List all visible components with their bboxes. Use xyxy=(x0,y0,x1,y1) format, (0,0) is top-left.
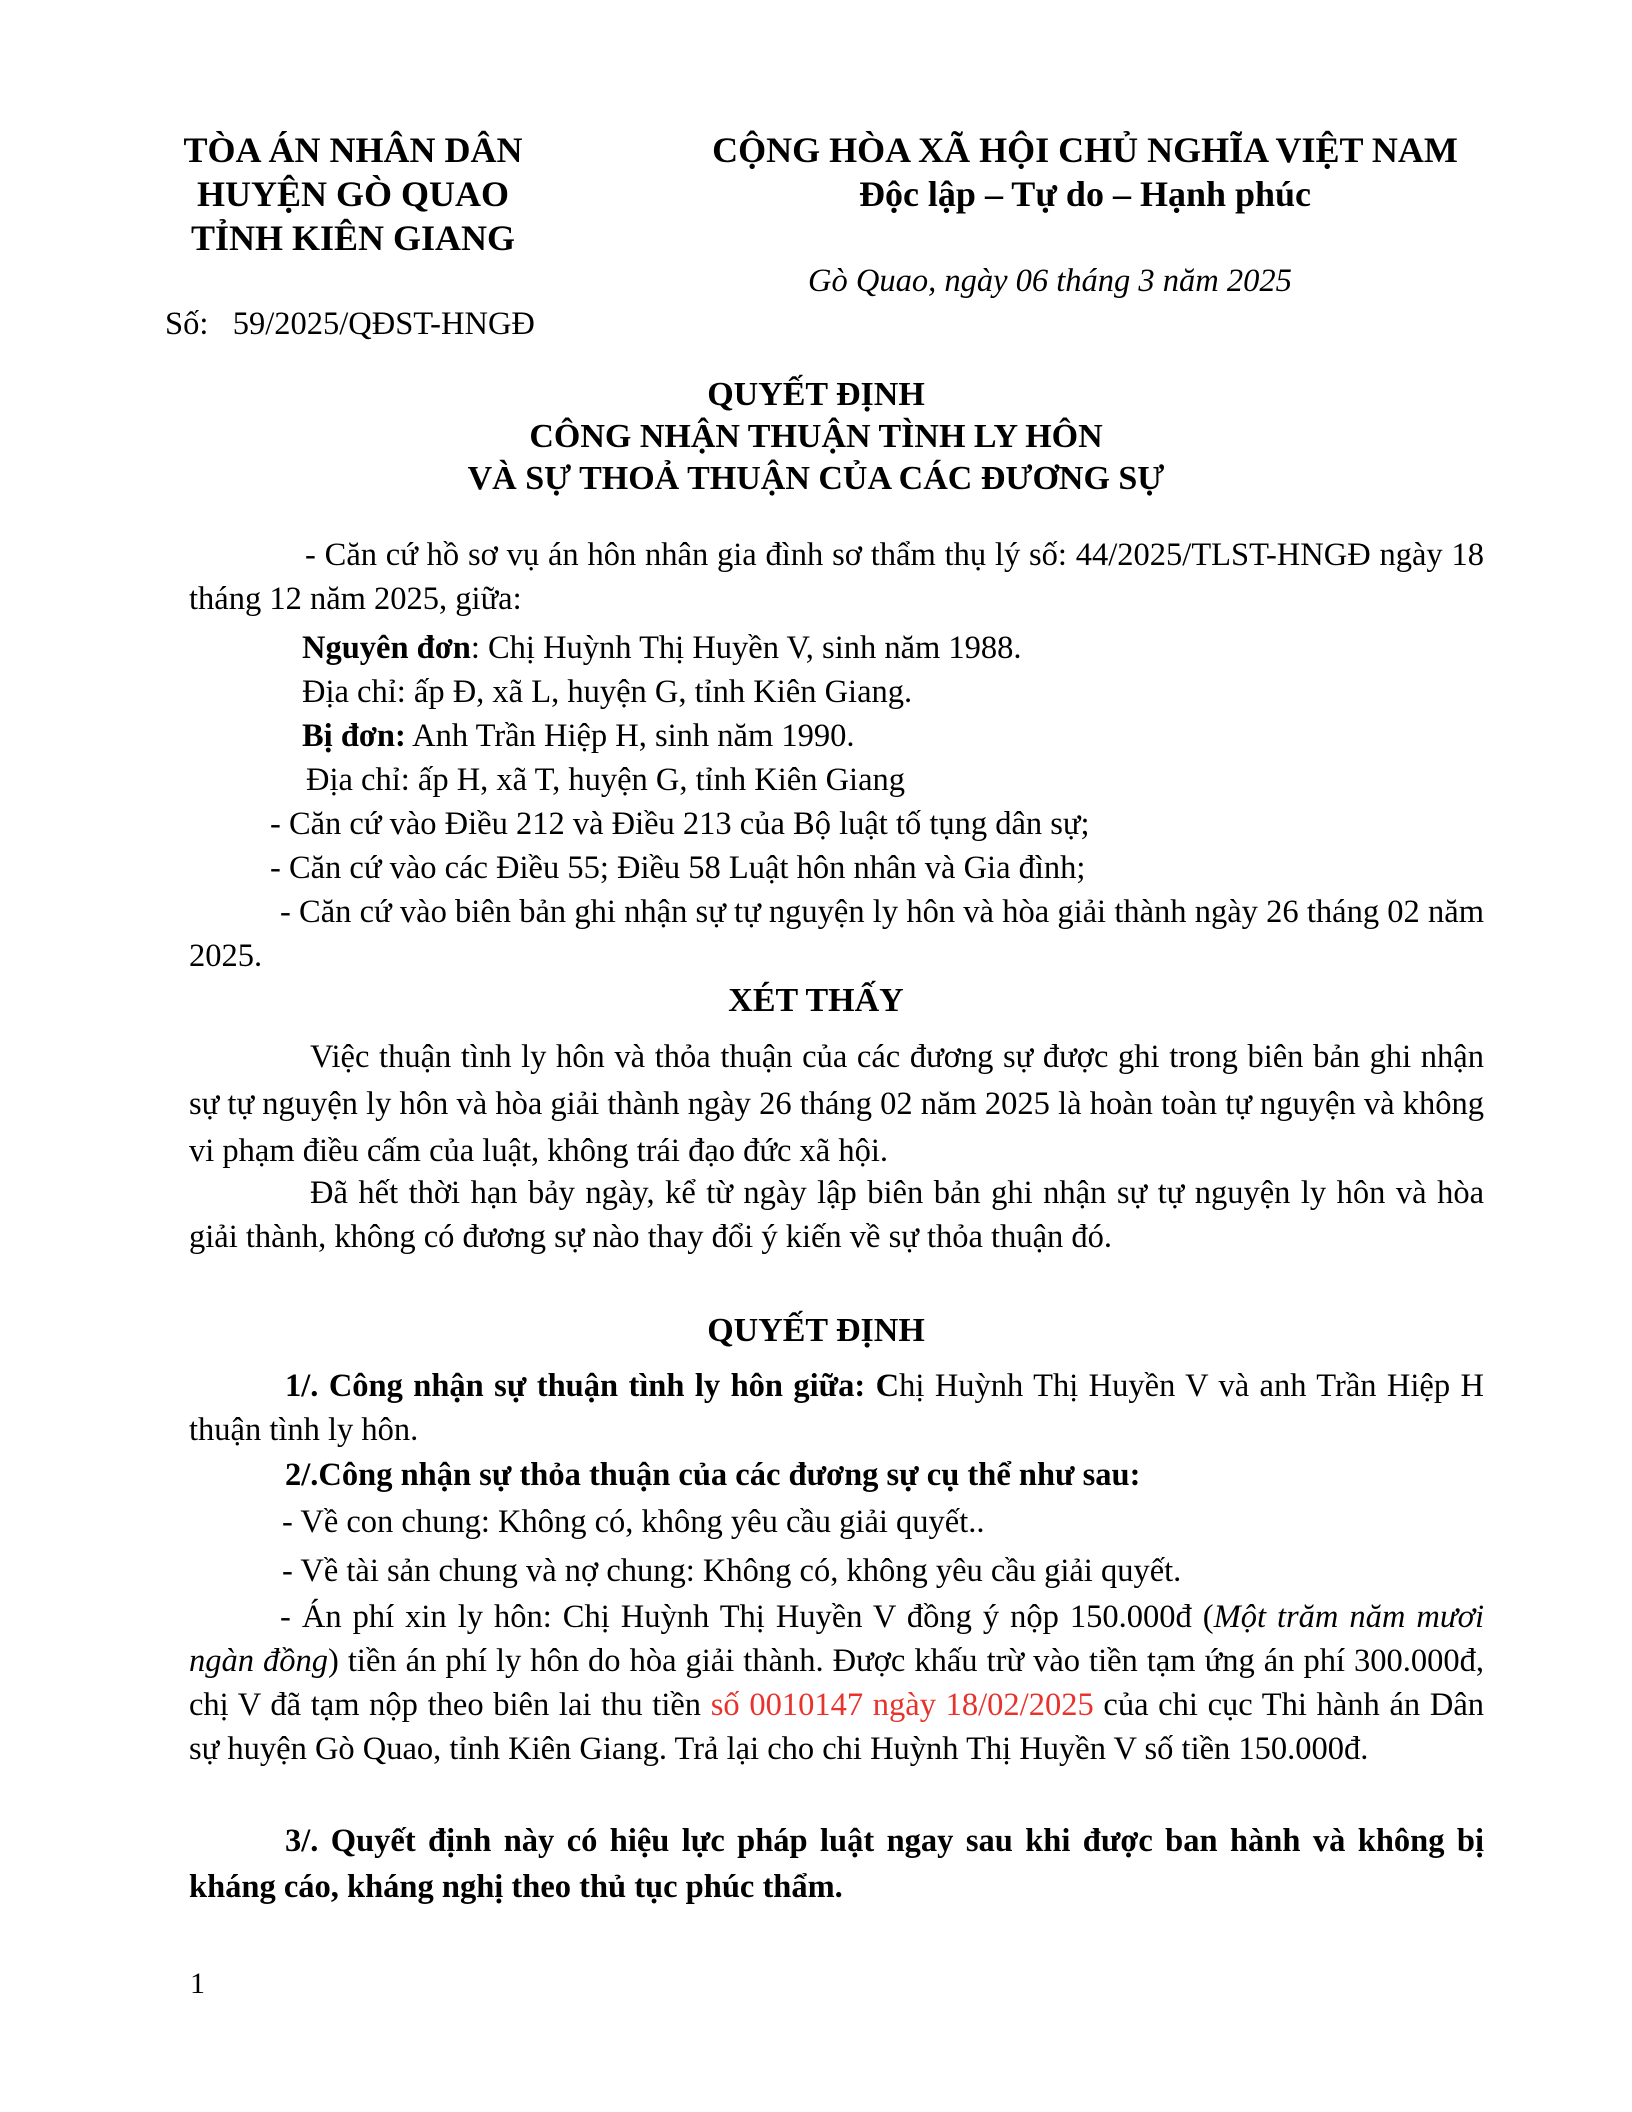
receipt-reference: số 0010147 ngày 18/02/2025 xyxy=(710,1687,1094,1723)
legal-basis-1: - Căn cứ vào Điều 212 và Điều 213 của Bộ luật tố tụng dân sự; xyxy=(270,806,1090,842)
decision-heading: QUYẾT ĐỊNH xyxy=(707,1312,925,1349)
nation-title: CỘNG HÒA XÃ HỘI CHỦ NGHĨA VIỆT NAM xyxy=(712,130,1458,170)
defendant-label: Bị đơn: xyxy=(302,718,406,754)
property-clause: - Về tài sản chung và nợ chung: Không có, không yêu cầu giải quyết. xyxy=(282,1553,1182,1589)
findings-heading: XÉT THẤY xyxy=(728,982,904,1019)
decision-item-2 xyxy=(285,1453,1140,1497)
decision-number xyxy=(165,302,535,346)
decision-item-1-bold: 1/. Công nhận sự thuận tình ly hôn giữa: C xyxy=(285,1368,900,1404)
plaintiff-label: Nguyên đơn xyxy=(302,630,471,666)
findings-paragraph-1 xyxy=(189,1034,1484,1175)
record-basis-paragraph xyxy=(189,890,1484,978)
decision-item-1 xyxy=(189,1364,1484,1452)
national-motto-block xyxy=(690,128,1480,216)
court-line-1: TÒA ÁN NHÂN DÂN xyxy=(183,130,523,170)
court-name-block xyxy=(168,128,538,260)
title-line-2: CÔNG NHẬN THUẬN TÌNH LY HÔN xyxy=(529,418,1103,455)
decision-item-2-bold: 2/.Công nhận sự thỏa thuận của các đương sự cụ thể như sau: xyxy=(285,1457,1141,1493)
findings-text-1: Việc thuận tình ly hôn và thỏa thuận của các đương sự được ghi trong biên bản ghi nhận sự tự nguyện ly hôn và hòa giải thành ngày 26 tháng 02 năm 2025 là hoàn toàn tự nguyện và không vi phạm điều cấm của luật, không trái đạo đức xã hội. xyxy=(189,1039,1484,1169)
title-line-1: QUYẾT ĐỊNH xyxy=(707,376,925,413)
defendant-address: Địa chỉ: ấp H, xã T, huyện G, tỉnh Kiên Giang xyxy=(306,762,906,798)
decision-number-value: 59/2025/QĐST-HNGĐ xyxy=(232,306,535,342)
date-text: Gò Quao, ngày 06 tháng 3 năm 2025 xyxy=(808,263,1292,299)
record-basis-text: - Căn cứ vào biên bản ghi nhận sự tự nguyện ly hôn và hòa giải thành ngày 26 tháng 02 năm 2025. xyxy=(189,894,1484,974)
nation-motto: Độc lập – Tự do – Hạnh phúc xyxy=(858,174,1312,214)
page-number: 1 xyxy=(190,1967,205,2000)
plaintiff-address: Địa chỉ: ấp Đ, xã L, huyện G, tỉnh Kiên Giang. xyxy=(302,674,913,710)
case-basis-text: - Căn cứ hồ sơ vụ án hôn nhân gia đình sơ thẩm thụ lý số: 44/2025/TLST-HNGĐ ngày 18 tháng 12 năm 2025, giữa: xyxy=(189,537,1484,617)
plaintiff-line xyxy=(302,626,1022,670)
decision-item-3 xyxy=(189,1818,1484,1910)
children-clause: - Về con chung: Không có, không yêu cầu giải quyết.. xyxy=(282,1504,985,1540)
plaintiff-text: : Chị Huỳnh Thị Huyền V, sinh năm 1988. xyxy=(470,630,1022,666)
court-fee-amount-words: Một trăm năm mươi ngàn đồng xyxy=(189,1599,1484,1679)
decision-number-label: Số: xyxy=(165,306,209,342)
court-fee-text-a: - Án phí xin ly hôn: Chị Huỳnh Thị Huyền V đồng ý nộp 150.000đ ( xyxy=(280,1599,1214,1635)
court-fee-text-b: ) tiền án phí ly hôn do hòa giải thành. Được khấu trừ vào tiền tạm ứng án phí 300.000đ, chị V đã tạm nộp theo biên lai thu tiền xyxy=(189,1643,1485,1723)
legal-basis-2: - Căn cứ vào các Điều 55; Điều 58 Luật hôn nhân và Gia đình; xyxy=(270,850,1086,886)
document-title xyxy=(0,374,1632,500)
findings-text-2: Đã hết thời hạn bảy ngày, kể từ ngày lập biên bản ghi nhận sự tự nguyện ly hôn và hòa giải thành, không có đương sự nào thay đổi ý kiến về sự thỏa thuận đó. xyxy=(189,1175,1484,1255)
court-line-2: HUYỆN GÒ QUAO xyxy=(196,174,509,214)
findings-paragraph-2 xyxy=(189,1171,1484,1259)
decision-item-1-text: hị Huỳnh Thị Huyền V và anh Trần Hiệp H thuận tình ly hôn. xyxy=(189,1368,1484,1448)
title-line-3: VÀ SỰ THOẢ THUẬN CỦA CÁC ĐƯƠNG SỰ xyxy=(467,460,1165,497)
court-fee-text-c: của chi cục Thi hành án Dân sự huyện Gò Quao, tỉnh Kiên Giang. Trả lại cho chi Huỳnh Thị Huyền V số tiền 150.000đ. xyxy=(189,1687,1484,1767)
court-line-3: TỈNH KIÊN GIANG xyxy=(190,218,516,258)
date-line xyxy=(808,259,1292,303)
defendant-line xyxy=(302,714,855,758)
decision-item-3-text: 3/. Quyết định này có hiệu lực pháp luật ngay sau khi được ban hành và không bị kháng cáo, kháng nghị theo thủ tục phúc thẩm. xyxy=(189,1823,1484,1905)
case-basis-paragraph xyxy=(189,533,1484,621)
defendant-text: Anh Trần Hiệp H, sinh năm 1990. xyxy=(405,718,855,754)
court-fee-paragraph xyxy=(189,1595,1484,1771)
